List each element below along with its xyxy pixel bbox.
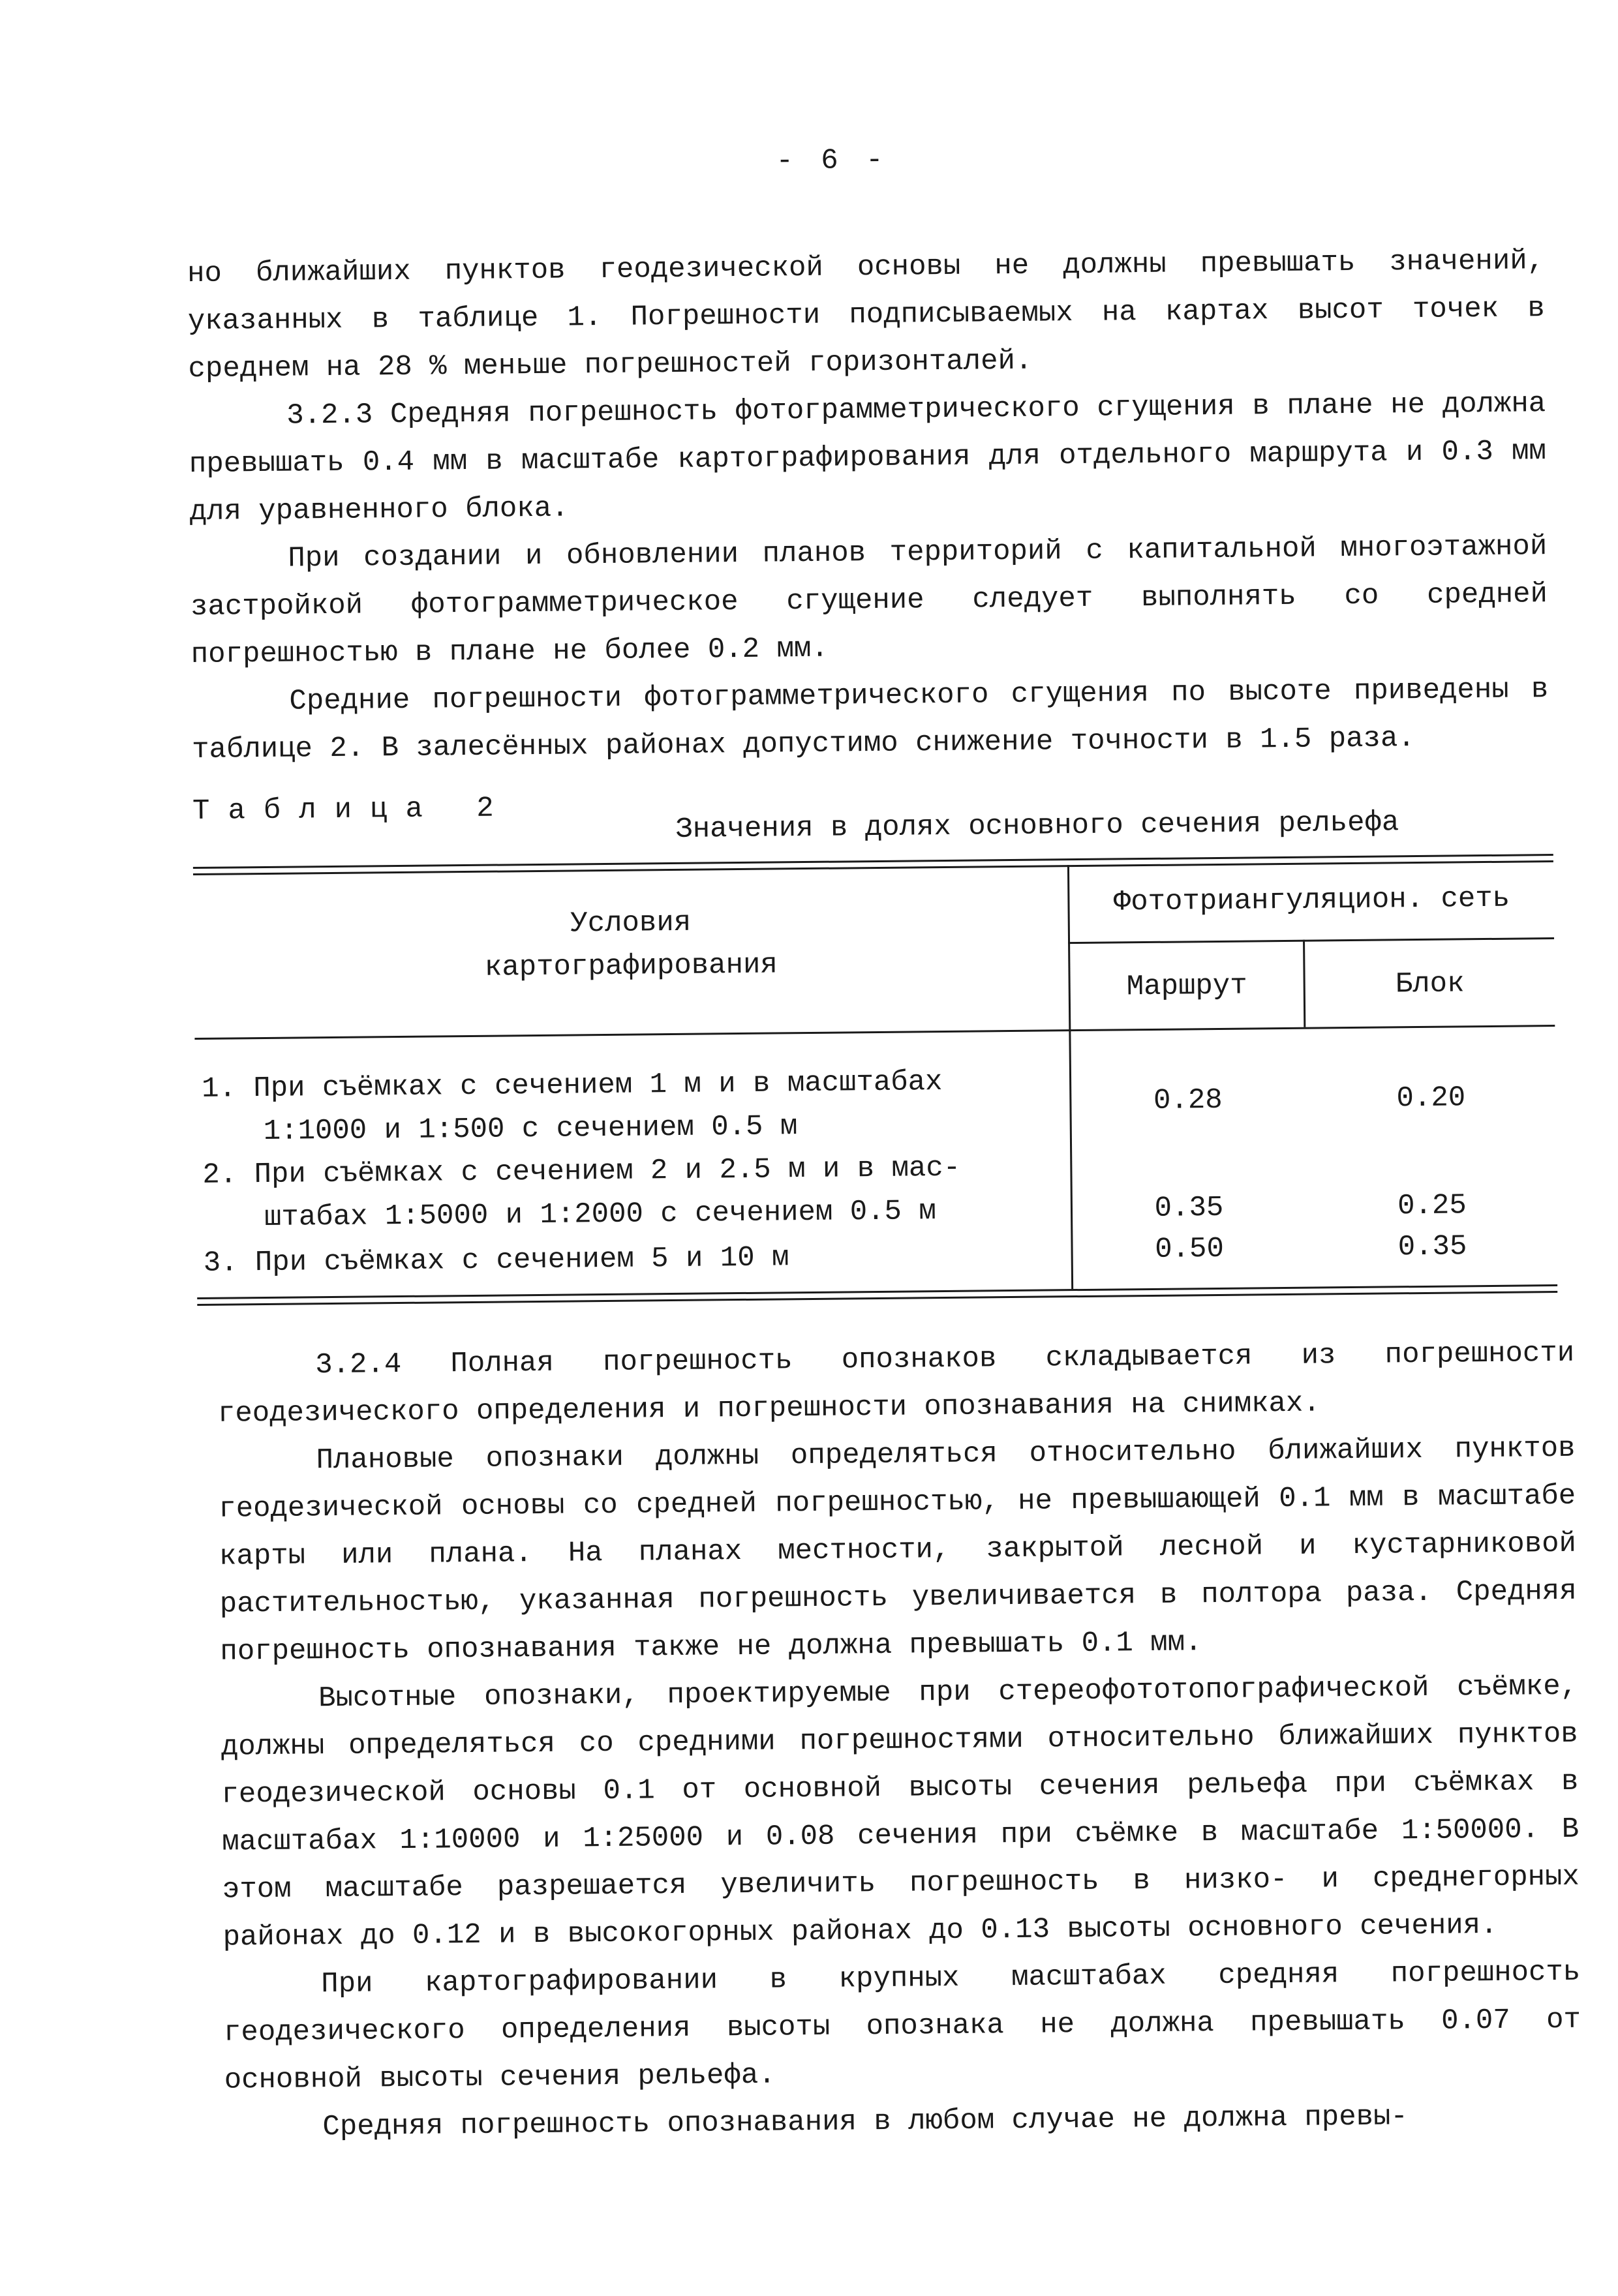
row-1-block: 0.20 xyxy=(1396,1081,1466,1115)
table-row-3-conditions xyxy=(203,1233,1071,1285)
table-bottom-rule-2 xyxy=(197,1291,1557,1306)
paragraph-planimetric-control: Плановые опознаки должны определяться относительно ближайших пунктов геодезической основы со средней погрешностью, не превышающей 0.1 мм в масштабе карты или плана. На планах местности, закрытой лесной и кустарниковой растительностью, указанная погрешность увеличивается в полтора раза. Средняя погрешность опознавания также не должна превышать 0.1 мм. xyxy=(219,1432,1577,1669)
header-group: Фототриангуляцион. сеть xyxy=(1113,882,1510,919)
row-1-route: 0.28 xyxy=(1153,1083,1223,1117)
body-text xyxy=(217,1330,1582,2152)
row-1-line1: 1. При съёмках с сечением 1 м и в масштабах xyxy=(201,1066,943,1106)
paragraph-continuation: но ближайших пунктов геодезической основы не должны превышать значений, указанных в таблице 1. Погрешности подписываемых на картах высот точек в среднем на 28 % меньше погрешностей горизонталей. xyxy=(187,245,1545,386)
row-2-block: 0.25 xyxy=(1397,1189,1467,1223)
table-top-rule-2 xyxy=(193,860,1553,875)
header-conditions-line1: Условия xyxy=(570,906,692,941)
row-2-line1: 2. При съёмках с сечением 2 и 2.5 м и в мас- xyxy=(202,1151,961,1192)
header-sub-rule xyxy=(1068,937,1554,944)
intro-text xyxy=(187,237,1549,774)
paragraph-identification-error: Средняя погрешность опознавания в любом случае не должна превы- xyxy=(322,2100,1409,2144)
header-block: Блок xyxy=(1395,967,1465,1001)
row-3-block: 0.35 xyxy=(1397,1230,1467,1264)
row-2-line2: штабах 1:5000 и 1:2000 с сечением 0.5 м xyxy=(264,1195,937,1235)
header-bottom-rule xyxy=(194,1025,1555,1040)
header-route: Маршрут xyxy=(1126,969,1247,1004)
paragraph-multistorey: При создании и обновлении планов территорий с капитальной многоэтажной застройкой фотограмметрическое сгущение следует выполнять со средней погрешностью в плане не более 0.2 мм. xyxy=(190,530,1548,672)
paragraph-3-2-3: 3.2.3 Средняя погрешность фотограмметрического сгущения в плане не должна превышать 0.4 мм в масштабе картографирования для отдельного маршрута и 0.3 мм для уравненного блока. xyxy=(189,387,1547,529)
row-3-route: 0.50 xyxy=(1155,1232,1225,1266)
row-1-line2: 1:1000 и 1:500 с сечением 0.5 м xyxy=(263,1110,798,1149)
paragraph-height-errors: Средние погрешности фотограмметрического сгущения по высоте приведены в таблице 2. В залесённых районах допустимо снижение точности в 1.5 раза. xyxy=(191,673,1549,767)
header-conditions-line2: картографирования xyxy=(484,948,778,984)
page-number: - 6 - xyxy=(776,144,889,178)
paragraph-height-control: Высотные опознаки, проектируемые при стереофототопографической съёмке, должны определяться со средними погрешностями относительно ближайших пунктов геодезической основы 0.1 от основной высоты сечения рельефа при съёмках в масштабах 1:10000 и 1:25000 и 0.08 сечения при съёмке в масштабе 1:50000. В этом масштабе разрешается увеличить погрешность в низко- и среднегорных районах до 0.12 и в высокогорных районах до 0.13 высоты основного сечения. xyxy=(221,1670,1580,1954)
paragraph-3-2-4: 3.2.4 Полная погрешность опознаков складывается из погрешности геодезического определения и погрешности опознавания на снимках. xyxy=(217,1337,1575,1430)
table-2 xyxy=(193,854,1558,1337)
table-caption: Значения в долях основного сечения рельефа xyxy=(675,806,1399,846)
table-row-2-conditions xyxy=(202,1145,1071,1240)
table-title: Таблица 2 xyxy=(192,792,512,828)
table-row-1-conditions xyxy=(202,1059,1070,1154)
paragraph-large-scale: При картографировании в крупных масштабах средняя погрешность геодезического определения высоты опознака не должна превышать 0.07 от основной высоты сечения рельефа. xyxy=(223,1956,1581,2097)
row-2-route: 0.35 xyxy=(1154,1191,1224,1225)
row-3-line1: 3. При съёмках с сечением 5 и 10 м xyxy=(203,1241,789,1280)
header-conditions xyxy=(193,898,1068,992)
